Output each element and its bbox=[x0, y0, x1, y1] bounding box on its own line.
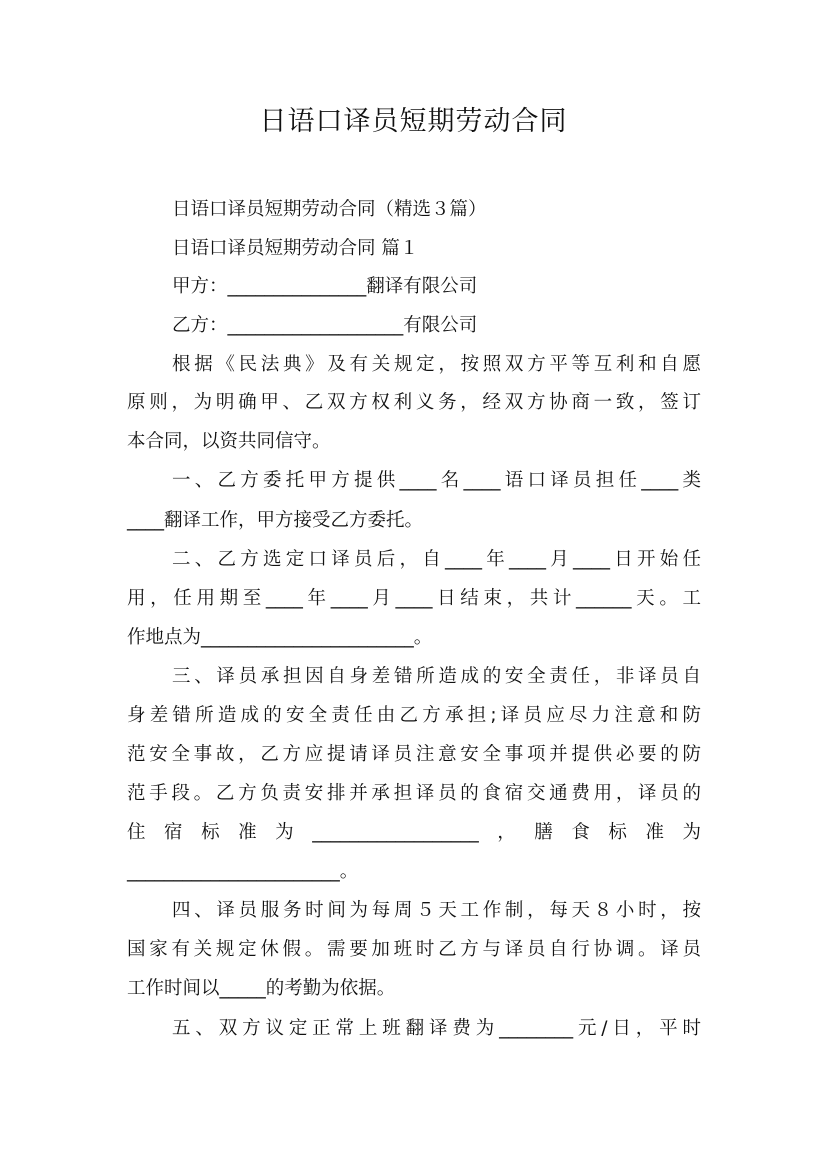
clause-3-line: 身差错所造成的安全责任由乙方承担;译员应尽力注意和防 bbox=[127, 705, 701, 726]
paragraph-line: 原则，为明确甲、乙双方权利义务，经双方协商一致，签订 bbox=[127, 392, 701, 413]
clause-4-line: 国家有关规定休假。需要加班时乙方与译员自行协调。译员 bbox=[127, 939, 701, 960]
clause-2-line: 用，任用期至____年____月____日结束，共计______天。工 bbox=[127, 588, 701, 609]
clause-1-line: ____翻译工作，甲方接受乙方委托。 bbox=[127, 510, 424, 531]
section-heading-line: 日语口译员短期劳动合同 篇１ bbox=[172, 238, 419, 259]
clause-3-line: 范安全事故，乙方应提请译员注意安全事项并提供必要的防 bbox=[127, 744, 701, 765]
paragraph-line: 根据《民法典》及有关规定，按照双方平等互利和自愿 bbox=[172, 354, 701, 375]
clause-4-line: 工作时间以_____的考勤为依据。 bbox=[127, 978, 396, 999]
clause-5-line: 五、双方议定正常上班翻译费为________元/日，平时 bbox=[172, 1018, 701, 1039]
clause-3-line: _______________________。 bbox=[127, 861, 359, 882]
party-b-line: 乙方：___________________有限公司 bbox=[172, 315, 478, 336]
clause-4-line: 四、译员服务时间为每周５天工作制，每天８小时，按 bbox=[172, 900, 701, 921]
clause-3-line: 范手段。乙方负责安排并承担译员的食宿交通费用，译员的 bbox=[127, 783, 701, 804]
clause-2-line: 二、乙方选定口译员后，自____年____月____日开始任 bbox=[172, 549, 701, 570]
paragraph-line: 本合同，以资共同信守。 bbox=[127, 431, 331, 452]
clause-3-line: 住宿标准为__________________，膳食标准为 bbox=[127, 822, 701, 843]
clause-1-line: 一、乙方委托甲方提供____名____语口译员担任____类 bbox=[172, 470, 701, 491]
subtitle-line: 日语口译员短期劳动合同（精选３篇） bbox=[172, 199, 487, 220]
party-a-line: 甲方：_______________翻译有限公司 bbox=[172, 276, 478, 297]
clause-3-line: 三、译员承担因自身差错所造成的安全责任，非译员自 bbox=[172, 666, 701, 687]
clause-2-line: 作地点为_______________________。 bbox=[127, 627, 433, 648]
document-title: 日语口译员短期劳动合同 bbox=[259, 106, 568, 137]
